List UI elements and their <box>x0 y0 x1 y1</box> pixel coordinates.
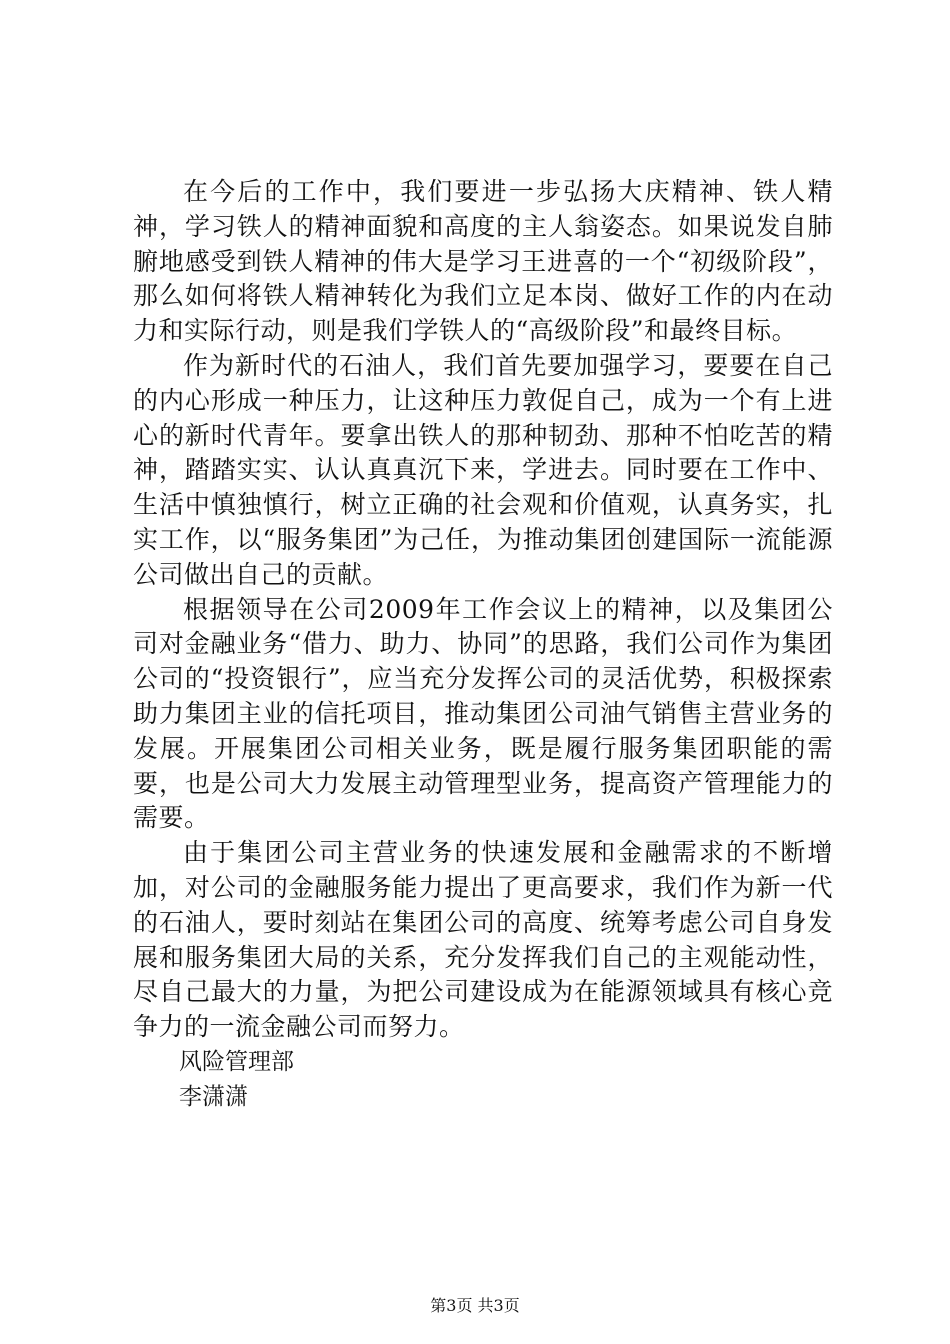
paragraph-1: 在今后的工作中，我们要进一步弘扬大庆精神、铁人精神，学习铁人的精神面貌和高度的主人翁姿态。如果说发自肺腑地感受到铁人精神的伟大是学习王进喜的一个“初级阶段”，那么如何将铁人精神转化为我们立足本岗、做好工作的内在动力和实际行动，则是我们学铁人的“高级阶段”和最终目标。 <box>133 177 833 346</box>
signature-department: 风险管理部 <box>179 1048 294 1075</box>
paragraph-3: 根据领导在公司2009年工作会议上的精神，以及集团公司对金融业务“借力、助力、协同”的思路，我们公司作为集团公司的“投资银行”，应当充分发挥公司的灵活优势，积极探索助力集团主业的信托项目，推动集团公司油气销售主营业务的发展。开展集团公司相关业务，既是履行服务集团职能的需要，也是公司大力发展主动管理型业务，提高资产管理能力的需要。 <box>133 594 833 833</box>
paragraph-2: 作为新时代的石油人，我们首先要加强学习，要要在自己的内心形成一种压力，让这种压力敦促自己，成为一个有上进心的新时代青年。要拿出铁人的那种韧劲、那种不怕吃苦的精神，踏踏实实、认认真真沉下来，学进去。同时要在工作中、生活中慎独慎行，树立正确的社会观和价值观，认真务实，扎实工作，以“服务集团”为己任，为推动集团创建国际一流能源公司做出自己的贡献。 <box>133 350 833 589</box>
document-body <box>133 175 833 1115</box>
page-footer: 第3页 共3页 <box>430 1296 520 1315</box>
signature-author: 李潇潇 <box>179 1083 248 1110</box>
paragraph-4: 由于集团公司主营业务的快速发展和金融需求的不断增加，对公司的金融服务能力提出了更高要求，我们作为新一代的石油人，要时刻站在集团公司的高度、统筹考虑公司自身发展和服务集团大局的关系，充分发挥我们自己的主观能动性，尽自己最大的力量，为把公司建设成为在能源领域具有核心竞争力的一流金融公司而努力。 <box>133 838 833 1042</box>
